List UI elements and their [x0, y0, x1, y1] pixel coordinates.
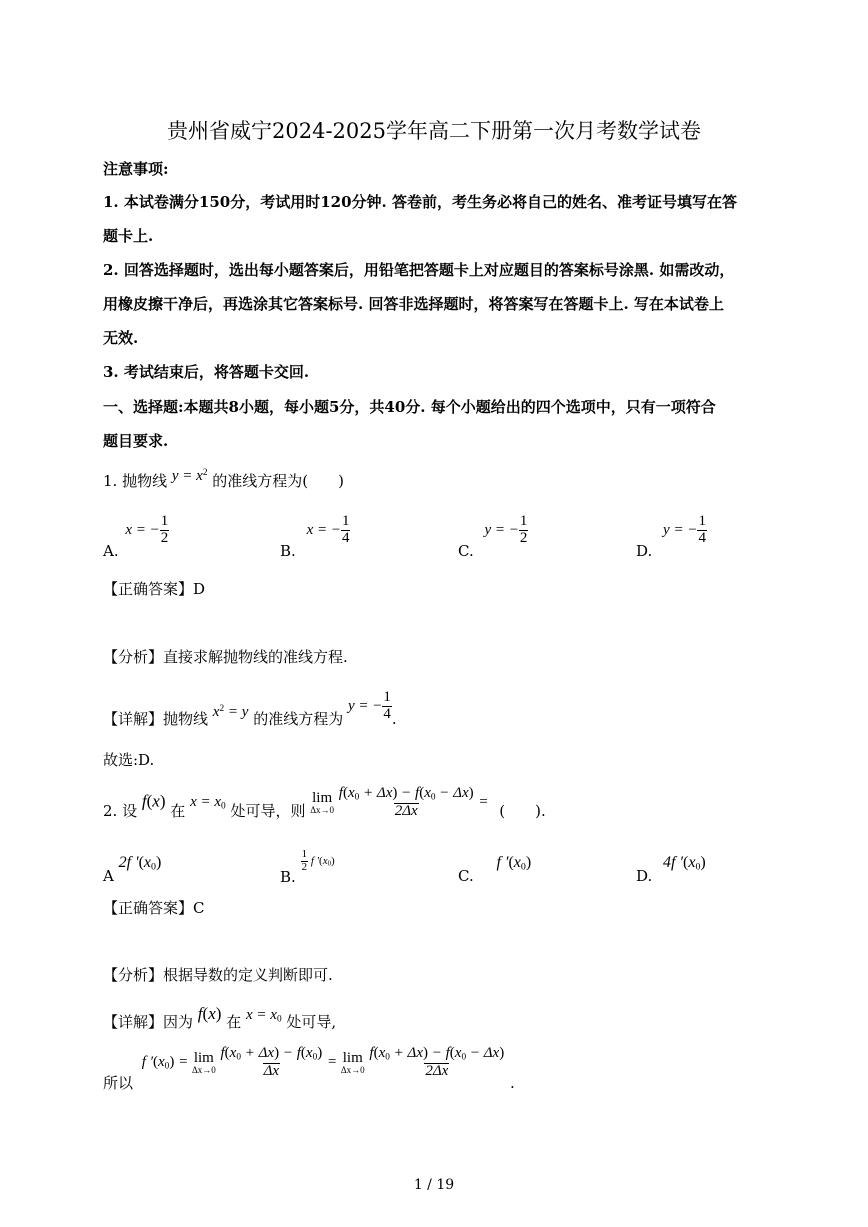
page-number: 1 / 19	[413, 1177, 455, 1193]
q1-analysis: 【分析】直接求解抛物线的准线方程.	[103, 648, 348, 666]
section-heading-line1: 一、选择题:本题共8小题，每小题5分，共40分. 每个小题给出的四个选项中，只有一项符合	[103, 398, 716, 416]
q2-end: .	[509, 1074, 515, 1093]
question-1-prefix: 1. 抛物线	[103, 472, 168, 490]
option-b-label: B.	[280, 541, 296, 560]
question-2-limit: lim Δx→0 $\frac{f(x_0 + \Delta x) - f(x_0 - \Delta x)}{2\Delta x}$ =	[310, 785, 489, 820]
q2-detail-function: f(x)	[197, 1004, 222, 1023]
q1-detail-equation: $x^2 = y$	[212, 703, 249, 720]
option-d-label: D.	[636, 541, 653, 560]
question-1-suffix: 的准线方程为( )	[212, 472, 344, 490]
note-item-1a: 1. 本试卷满分150分，考试用时120分钟. 答卷前，考生务必将自己的姓名、准考证号填写在答	[103, 193, 737, 211]
q2-option-b	[280, 848, 335, 886]
q2-detail-prefix: 【详解】因为	[103, 1013, 194, 1031]
option-c-value: y = − $\frac{1}{2}$	[484, 513, 528, 546]
option-b	[280, 513, 350, 560]
question-2-suffix: ( ).	[499, 802, 546, 821]
question-2-stem	[103, 786, 546, 820]
q1-conclusion: 故选:D.	[103, 751, 155, 769]
q2-option-a-value: 2f $'(x_0)$	[118, 854, 162, 873]
question-2-mid1: 在	[170, 802, 186, 821]
exam-title: 贵州省威宁2024-2025学年高二下册第一次月考数学试卷	[167, 119, 701, 143]
note-item-2b: 用橡皮擦干净后，再选涂其它答案标号. 回答非选择题时，将答案写在答题卡上. 写在本试卷上	[103, 295, 724, 313]
q2-option-b-label: B.	[280, 867, 296, 886]
note-item-1b: 题卡上.	[103, 227, 154, 245]
question-2-mid2: 处可导，则	[230, 802, 306, 821]
q2-detail	[103, 1003, 337, 1031]
question-1-equation: $y = x^2$	[171, 467, 208, 484]
notes-heading: 注意事项:	[103, 160, 169, 178]
note-item-2a: 2. 回答选择题时，选出每小题答案后，用铅笔把答题卡上对应题目的答案标号涂黑. 如需改动，	[103, 261, 735, 279]
q2-option-d-value: 4f $'(x_0)$	[663, 854, 706, 873]
q1-detail-prefix: 【详解】抛物线	[103, 709, 209, 728]
option-d	[636, 513, 707, 560]
question-2-function: f(x)	[141, 791, 166, 811]
option-a	[103, 513, 169, 560]
q2-answer: 【正确答案】C	[103, 899, 205, 917]
q2-analysis: 【分析】根据导数的定义判断即可.	[103, 966, 333, 984]
note-item-2c: 无效.	[103, 329, 139, 347]
option-a-value: x = − $\frac{1}{2}$	[125, 513, 169, 546]
q2-detail-mid2: 处可导,	[286, 1013, 337, 1031]
q2-so: 所以	[103, 1074, 134, 1093]
q1-detail-end: .	[391, 709, 397, 728]
q1-answer: 【正确答案】D	[103, 580, 206, 598]
q2-option-c-label: C.	[458, 867, 474, 885]
q2-detail-point: $x = x_0$	[246, 1007, 282, 1025]
q2-option-d	[636, 853, 706, 885]
option-a-label: A.	[103, 541, 119, 560]
q2-option-c-value: f $'(x_0)$	[496, 854, 532, 873]
question-2-prefix: 2. 设	[103, 802, 138, 821]
note-item-3: 3. 考试结束后，将答题卡交回.	[103, 363, 310, 381]
q2-option-a-label: A	[103, 867, 114, 885]
q2-option-b-value: 1 2 f ′(x0)	[301, 848, 335, 873]
q2-derivation-formula: f $'(x_0)$ = lim Δx→0 $\frac{f(x_0 + \Delta x) - f(x_0)}{\Delta x}$ = lim Δx→0 $\frac{f(x_0 + \Delta x) - f(x_0 - \Delta x)}{2\Delta x}$	[141, 1045, 505, 1080]
option-b-value: x = − $\frac{1}{4}$	[306, 513, 350, 546]
question-2-point: $x = x_0$	[190, 794, 226, 812]
q1-detail-directrix: y = − $\frac{1}{4}$	[347, 689, 391, 722]
q1-detail-mid: 的准线方程为	[253, 709, 344, 728]
question-1-stem	[103, 467, 344, 491]
q2-derivation	[103, 1045, 515, 1093]
option-d-value: y = − $\frac{1}{4}$	[663, 513, 706, 546]
q2-detail-mid1: 在	[226, 1013, 242, 1031]
q2-option-d-label: D.	[636, 867, 653, 885]
q2-option-a	[103, 853, 162, 885]
section-heading-line2: 题目要求.	[103, 432, 169, 450]
option-c-label: C.	[458, 541, 474, 560]
q2-option-c	[458, 853, 532, 885]
option-c	[458, 513, 528, 560]
q1-detail	[103, 689, 397, 728]
